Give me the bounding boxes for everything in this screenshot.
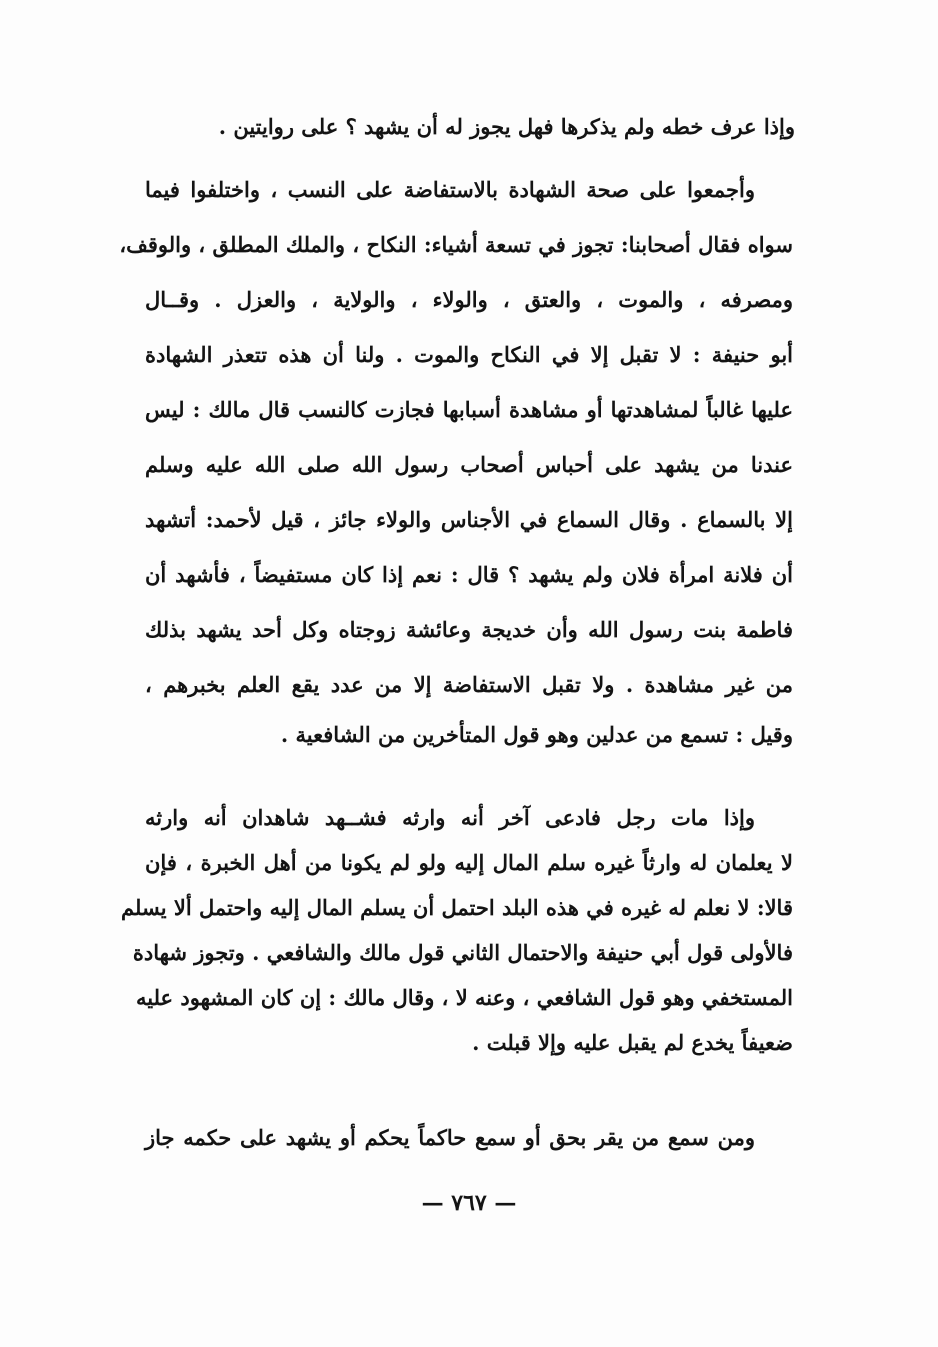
text-line: فاطمة بنت رسول الله وأن خديجة وعائشة زوجتاه وكل أحد يشهد بذلك — [145, 617, 793, 642]
text-line: ومن سمع من يقر بحق أو سمع حاكماً يحكم أو يشهد على حكمه جاز — [145, 1125, 755, 1150]
text-line: عليها غالباً لمشاهدتها أو مشاهدة أسبابها فجازت كالنسب قال مالك : ليس — [145, 397, 793, 422]
text-line: المستخفي وهو قول الشافعي ، وعنه لا ، وقال مالك : إن كان المشهود عليه — [136, 985, 793, 1010]
text-line: وإذا عرف خطه ولم يذكرها فهل يجوز له أن يشهد ؟ على روايتين . — [218, 114, 795, 139]
paragraph-1 — [145, 107, 793, 152]
text-line: عندنا من يشهد على أحباس أصحاب رسول الله صلى الله عليه وسلم — [145, 452, 793, 477]
text-line: أن فلانة امرأة فلان ولم يشهد ؟ قال : نعم إذا كان مستفيضاً ، فأشهد أن — [145, 562, 793, 587]
paragraph-3 — [121, 798, 793, 1098]
text-line: فالأولى قول أبي حنيفة والاحتمال الثاني قول مالك والشافعي . وتجوز شهادة — [132, 940, 793, 965]
text-line: أبو حنيفة : لا تقبل إلا في النكاح والموت . ولنا أن هذه تتعذر الشهادة — [145, 342, 793, 367]
text-line: إلا بالسماع . وقال السماع في الأجناس والولاء جائز ، قيل لأحمد: أتشهد — [145, 507, 793, 532]
text-line: لا يعلمان له وارثاً غيره سلم المال إليه ولو لم يكونا من أهل الخبرة ، فإن — [145, 850, 793, 875]
text-line: وإذا مات رجل فادعى آخر أنه وارثه فشــهد شاهدان أنه وارثه — [145, 805, 755, 830]
text-line: وقيل : تسمع من عدلين وهو قول المتأخرين من الشافعية . — [280, 722, 793, 747]
text-line: سواه فقال أصحابنا: تجوز في تسعة أشياء: النكاح ، والملك المطلق ، والوقف، — [119, 232, 793, 257]
text-line: ضعيفاً يخدع لم يقبل عليه وإلا قبلت . — [472, 1030, 793, 1055]
paragraph-4 — [145, 1118, 793, 1163]
text-line: ومصرفه ، والموت ، والعتق ، والولاء ، والولاية ، والعزل . وقــال — [145, 287, 793, 312]
text-line: وأجمعوا على صحة الشهادة بالاستفاضة على النسب ، واختلفوا فيما — [145, 177, 755, 202]
paragraph-2 — [119, 170, 793, 770]
text-line: من غير مشاهدة . ولا تقبل الاستفاضة إلا من عدد يقع العلم بخبرهم ، — [145, 672, 793, 697]
text-line: قالا: لا نعلم له غيره في هذه البلد احتمل أن يسلم المال إليه واحتمل ألا يسلم — [121, 895, 793, 920]
page-number: — ٧٦٧ — — [421, 1190, 517, 1216]
